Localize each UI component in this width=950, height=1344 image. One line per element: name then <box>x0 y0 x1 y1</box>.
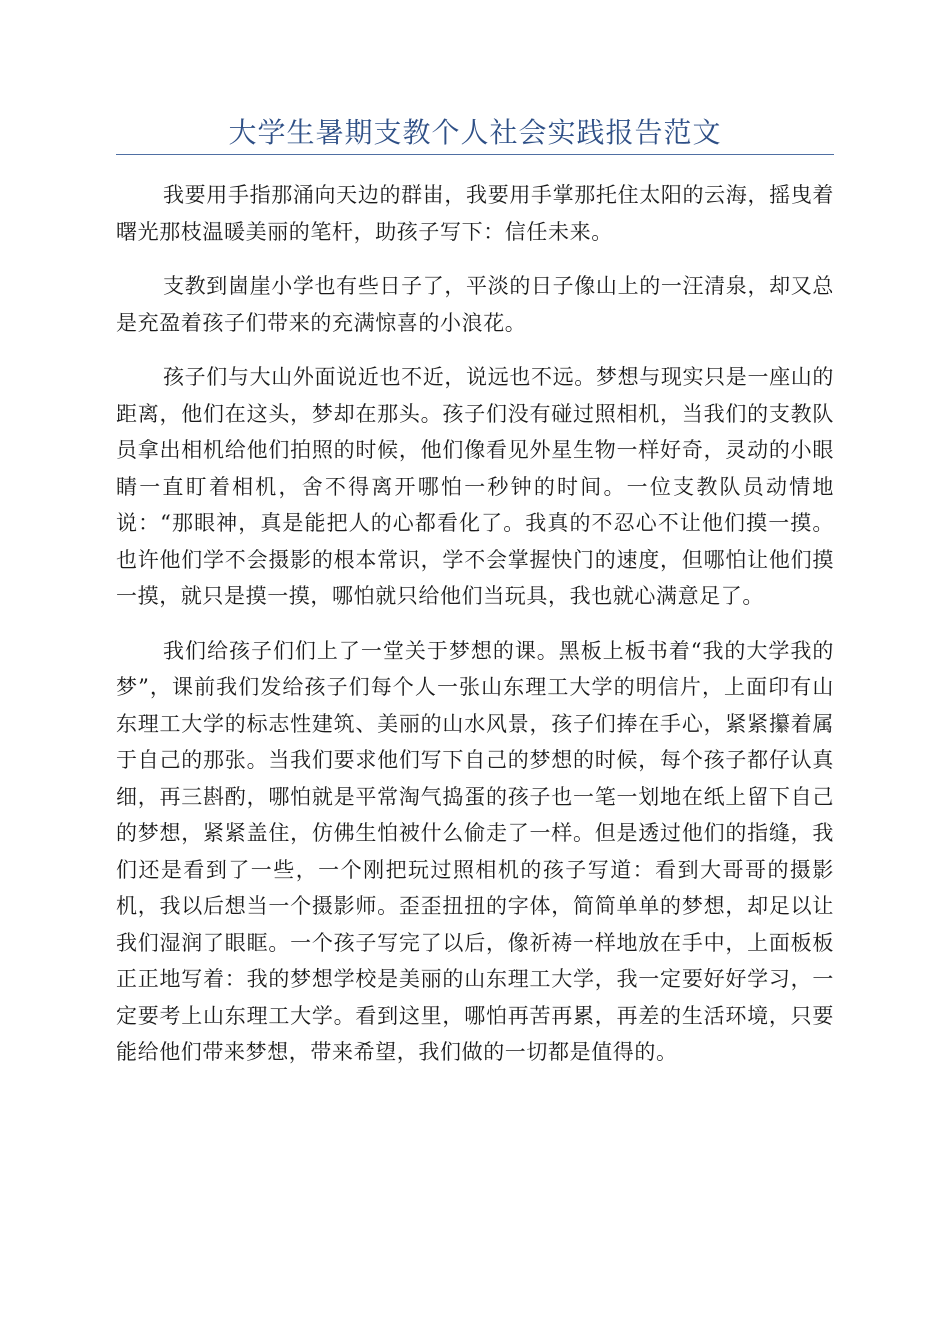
document-body <box>116 177 834 1089</box>
paragraph: 孩子们与大山外面说近也不近，说远也不远。梦想与现实只是一座山的距离，他们在这头，梦却在那头。孩子们没有碰过照相机，当我们的支教队员拿出相机给他们拍照的时候，他们像看见外星生物一样好奇，灵动的小眼睛一直盯着相机，舍不得离开哪怕一秒钟的时间。一位支教队员动情地说：“那眼神，真是能把人的心都看化了。我真的不忍心不让他们摸一摸。也许他们学不会摄影的根本常识，学不会掌握快门的速度，但哪怕让他们摸一摸，就只是摸一摸，哪怕就只给他们当玩具，我也就心满意足了。 <box>116 365 834 608</box>
paragraph: 支教到崮崖小学也有些日子了，平淡的日子像山上的一汪清泉，却又总是充盈着孩子们带来的充满惊喜的小浪花。 <box>116 274 834 335</box>
document-title: 大学生暑期支教个人社会实践报告范文 <box>228 116 722 149</box>
paragraph: 我们给孩子们们上了一堂关于梦想的课。黑板上板书着“我的大学我的梦”，课前我们发给孩子们每个人一张山东理工大学的明信片，上面印有山东理工大学的标志性建筑、美丽的山水风景，孩子们捧在手心，紧紧攥着属于自己的那张。当我们要求他们写下自己的梦想的时候，每个孩子都仔认真细，再三斟酌，哪怕就是平常淘气捣蛋的孩子也一笔一划地在纸上留下自己的梦想，紧紧盖住，仿佛生怕被什么偷走了一样。但是透过他们的指缝，我们还是看到了一些，一个刚把玩过照相机的孩子写道：看到大哥哥的摄影机，我以后想当一个摄影师。歪歪扭扭的字体，简简单单的梦想，却足以让我们湿润了眼眶。一个孩子写完了以后，像祈祷一样地放在手中，上面板板正正地写着：我的梦想学校是美丽的山东理工大学，我一定要好好学习，一定要考上山东理工大学。看到这里，哪怕再苦再累，再差的生活环境，只要能给他们带来梦想，带来希望，我们做的一切都是值得的。 <box>116 638 834 1064</box>
title-underline <box>116 154 834 155</box>
paragraph: 我要用手指那涌向天边的群峀，我要用手掌那托住太阳的云海，摇曳着曙光那枝温暖美丽的笔杆，助孩子写下：信任未来。 <box>116 183 834 244</box>
